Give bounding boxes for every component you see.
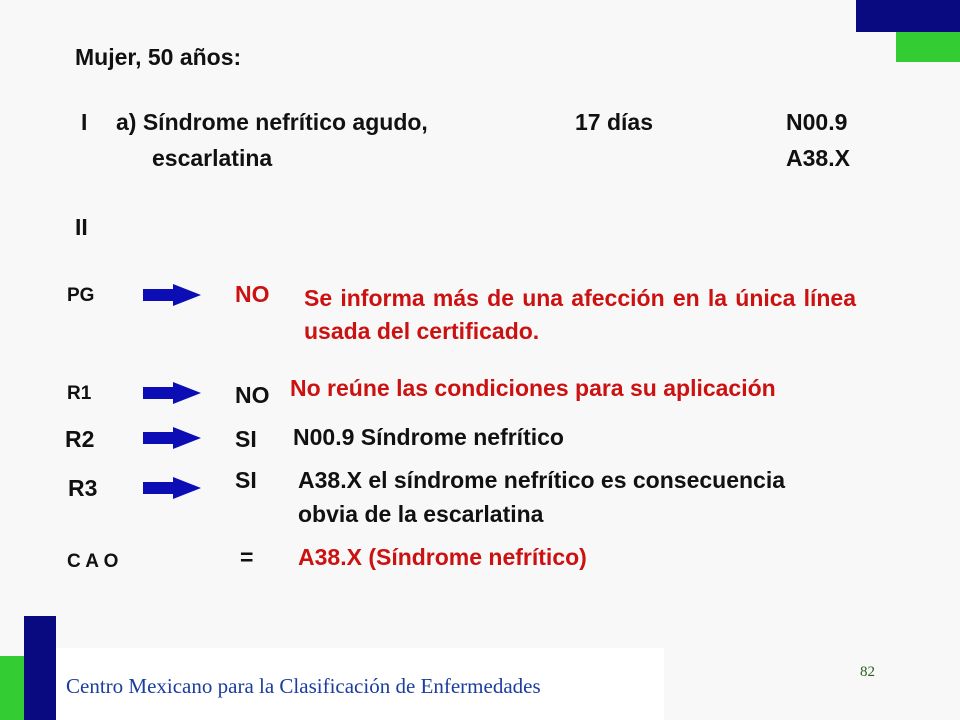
arrow-right-icon bbox=[143, 284, 201, 306]
bottom-left-green-block bbox=[0, 656, 24, 720]
rule-r3-label: R3 bbox=[68, 475, 98, 501]
top-right-green-block bbox=[896, 32, 960, 62]
rule-r1-label: R1 bbox=[67, 383, 92, 404]
cao-result: A38.X (Síndrome nefrítico) bbox=[298, 544, 587, 570]
part-i-label: I bbox=[81, 109, 88, 135]
code-primary: N00.9 bbox=[786, 109, 848, 135]
arrow-right-icon bbox=[143, 427, 201, 449]
rule-r2-label: R2 bbox=[65, 426, 95, 452]
top-right-navy-block bbox=[856, 0, 960, 32]
cao-label: C A O bbox=[67, 551, 119, 572]
rule-r1-answer: NO bbox=[235, 382, 270, 408]
page-number: 82 bbox=[860, 664, 875, 680]
page-title: Mujer, 50 años: bbox=[75, 44, 242, 70]
rule-pg-answer: NO bbox=[235, 281, 270, 307]
rule-r3-explanation-line1: A38.X el síndrome nefrítico es consecuencia bbox=[298, 467, 786, 493]
part-i-line-a-cont: escarlatina bbox=[152, 145, 273, 171]
code-secondary: A38.X bbox=[786, 145, 850, 171]
rule-pg-explanation: Se informa más de una afección en la única línea usada del certificado. bbox=[304, 285, 856, 344]
rule-r3-explanation-line2: obvia de la escarlatina bbox=[298, 501, 544, 527]
rule-r2-explanation: N00.9 Síndrome nefrítico bbox=[293, 424, 564, 450]
rule-pg-label: PG bbox=[67, 285, 95, 306]
cao-equals: = bbox=[240, 544, 254, 570]
arrow-right-icon bbox=[143, 382, 201, 404]
bottom-left-navy-bar bbox=[24, 616, 56, 720]
rule-r3-answer: SI bbox=[235, 467, 257, 493]
part-i-line-a: a) Síndrome nefrítico agudo, bbox=[116, 109, 428, 135]
part-ii-label: II bbox=[75, 214, 88, 240]
rule-r1-explanation: No reúne las condiciones para su aplicación bbox=[290, 375, 776, 401]
interval-value: 17 días bbox=[575, 109, 653, 135]
footer-organization: Centro Mexicano para la Clasificación de Enfermedades bbox=[66, 674, 541, 698]
arrow-right-icon bbox=[143, 477, 201, 499]
rule-r2-answer: SI bbox=[235, 426, 257, 452]
